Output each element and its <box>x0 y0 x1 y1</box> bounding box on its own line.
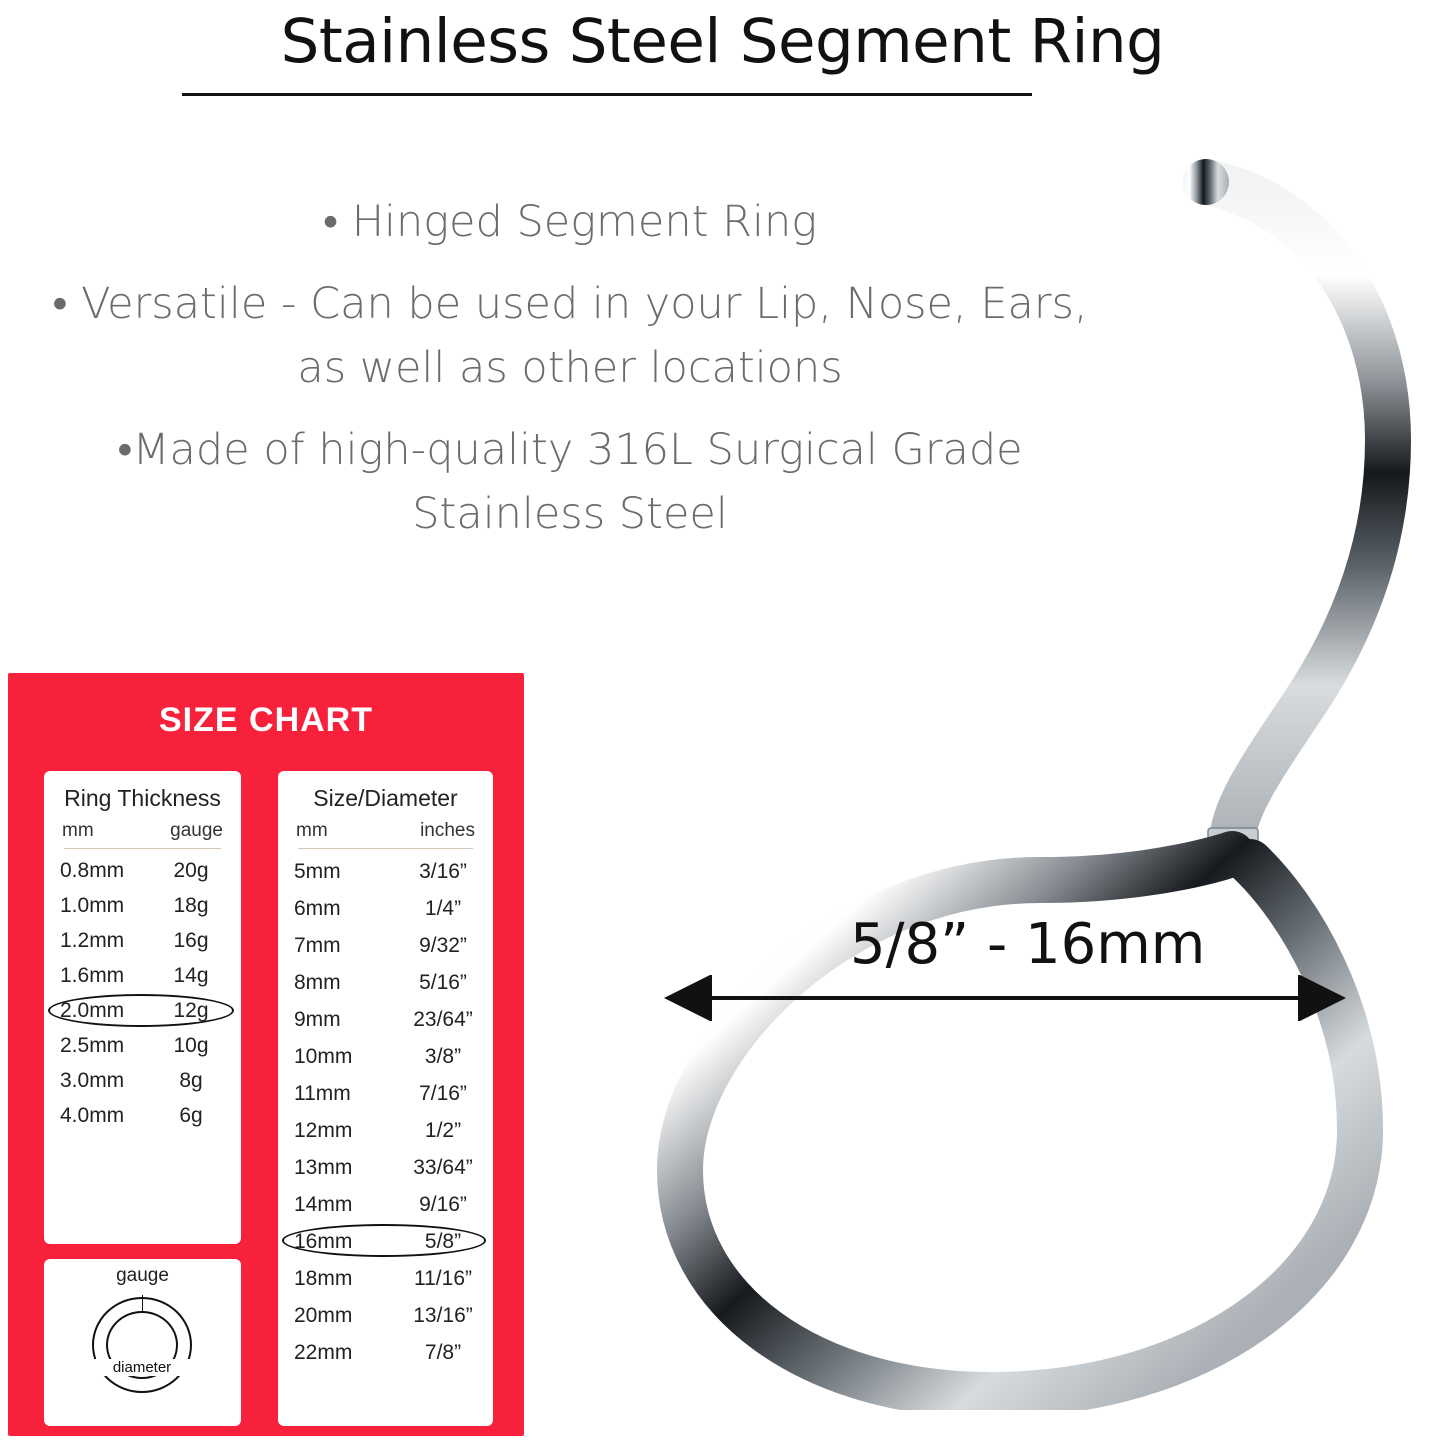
size-diameter-rows <box>278 849 493 1371</box>
cell-mm: 12mm <box>294 1119 353 1142</box>
cell-inches: 3/16” <box>419 860 467 883</box>
cell-inches: 9/32” <box>419 934 467 957</box>
table-row <box>278 1075 493 1112</box>
ring-diagram-icon <box>44 1287 241 1417</box>
cell-inches: 9/16” <box>419 1193 467 1216</box>
cell-mm: 10mm <box>294 1045 353 1068</box>
cell-gauge: 16g <box>173 929 209 952</box>
cell-mm: 13mm <box>294 1156 353 1179</box>
cell-inches: 23/64” <box>413 1008 473 1031</box>
cell-mm: 0.8mm <box>60 859 125 882</box>
column-header-mm: mm <box>296 820 328 841</box>
cell-mm: 11mm <box>294 1082 351 1105</box>
cell-inches: 1/4” <box>424 897 462 920</box>
table-row <box>278 1149 493 1186</box>
table-row <box>278 927 493 964</box>
table-row <box>278 1038 493 1075</box>
size-chart-title: SIZE CHART <box>159 701 373 739</box>
table-row <box>44 923 241 958</box>
cell-mm: 18mm <box>294 1267 353 1290</box>
cell-mm: 5mm <box>294 860 341 883</box>
segment-ring-illustration <box>560 110 1420 1410</box>
cell-mm: 1.6mm <box>60 964 125 987</box>
table-row <box>44 958 241 993</box>
cell-gauge: 12g <box>173 999 209 1022</box>
cell-gauge: 18g <box>173 894 209 917</box>
diameter-arrow-icon <box>44 1287 241 1417</box>
table-row <box>44 853 241 888</box>
size-chart-panel <box>8 673 524 1436</box>
table-row <box>278 853 493 890</box>
table-row <box>278 1334 493 1371</box>
feature-bullet: •Made of high-quality 316L Surgical Grade Stainless Steel <box>117 425 1023 539</box>
product-image-segment-ring <box>560 110 1420 1410</box>
cell-inches: 1/2” <box>424 1119 462 1142</box>
ring-thickness-heading: Ring Thickness <box>64 785 221 811</box>
cell-inches: 7/8” <box>424 1341 462 1364</box>
table-row <box>278 1112 493 1149</box>
cell-gauge: 6g <box>179 1104 203 1127</box>
feature-bullet: • Versatile - Can be used in your Lip, Nose, Ears, as well as other locations <box>52 279 1088 393</box>
cell-inches: 5/16” <box>419 971 467 994</box>
table-row-highlighted <box>278 1223 493 1260</box>
gauge-diagram-card <box>44 1259 241 1426</box>
cell-inches: 33/64” <box>413 1156 473 1179</box>
size-diameter-column-headers <box>278 812 493 842</box>
cell-inches: 5/8” <box>424 1230 462 1253</box>
table-row <box>278 1001 493 1038</box>
table-row <box>44 1028 241 1063</box>
cell-gauge: 14g <box>173 964 209 987</box>
ring-upper-arm <box>1206 182 1388 845</box>
table-row <box>44 1098 241 1133</box>
size-diameter-heading: Size/Diameter <box>313 785 458 811</box>
cell-mm: 8mm <box>294 971 341 994</box>
cell-gauge: 10g <box>173 1034 209 1057</box>
table-row <box>278 1186 493 1223</box>
table-row <box>44 888 241 923</box>
gauge-diagram-inner-label: diameter <box>90 1359 194 1376</box>
table-row <box>44 1063 241 1098</box>
feature-bullet: • Hinged Segment Ring <box>322 197 818 247</box>
table-row <box>278 890 493 927</box>
cell-mm: 20mm <box>294 1304 353 1327</box>
ring-thickness-rows <box>44 849 241 1133</box>
ring-thickness-card <box>44 771 241 1244</box>
cell-inches: 3/8” <box>424 1045 462 1068</box>
ring-tip <box>1183 159 1229 205</box>
column-header-mm: mm <box>62 820 94 841</box>
cell-gauge: 20g <box>173 859 209 882</box>
measurement-label: 5/8” - 16mm <box>850 912 1206 977</box>
cell-mm: 7mm <box>294 934 341 957</box>
cell-inches: 13/16” <box>413 1304 473 1327</box>
size-diameter-card <box>278 771 493 1426</box>
cell-inches: 7/16” <box>419 1082 467 1105</box>
table-row <box>278 1260 493 1297</box>
cell-mm: 9mm <box>294 1008 341 1031</box>
cell-inches: 11/16” <box>414 1267 472 1290</box>
table-row-highlighted <box>44 993 241 1028</box>
cell-mm: 1.0mm <box>60 894 125 917</box>
cell-mm: 2.5mm <box>60 1034 125 1057</box>
cell-mm: 16mm <box>294 1230 353 1253</box>
cell-mm: 3.0mm <box>60 1069 125 1092</box>
cell-mm: 2.0mm <box>60 999 125 1022</box>
cell-gauge: 8g <box>179 1069 203 1092</box>
cell-mm: 6mm <box>294 897 341 920</box>
cell-mm: 4.0mm <box>60 1104 125 1127</box>
table-row <box>278 964 493 1001</box>
ring-thickness-column-headers <box>44 812 241 842</box>
column-header-inches: inches <box>420 820 475 841</box>
cell-mm: 14mm <box>294 1193 353 1216</box>
gauge-diagram-top-label: gauge <box>116 1265 169 1286</box>
ring-body <box>680 159 1388 1395</box>
title-underline <box>182 93 1032 96</box>
column-header-gauge: gauge <box>170 820 223 841</box>
measurement-arrow-icon <box>662 975 1348 1021</box>
cell-mm: 22mm <box>294 1341 353 1364</box>
table-row <box>278 1297 493 1334</box>
cell-mm: 1.2mm <box>60 929 125 952</box>
page-title: Stainless Steel Segment Ring <box>280 6 1165 77</box>
